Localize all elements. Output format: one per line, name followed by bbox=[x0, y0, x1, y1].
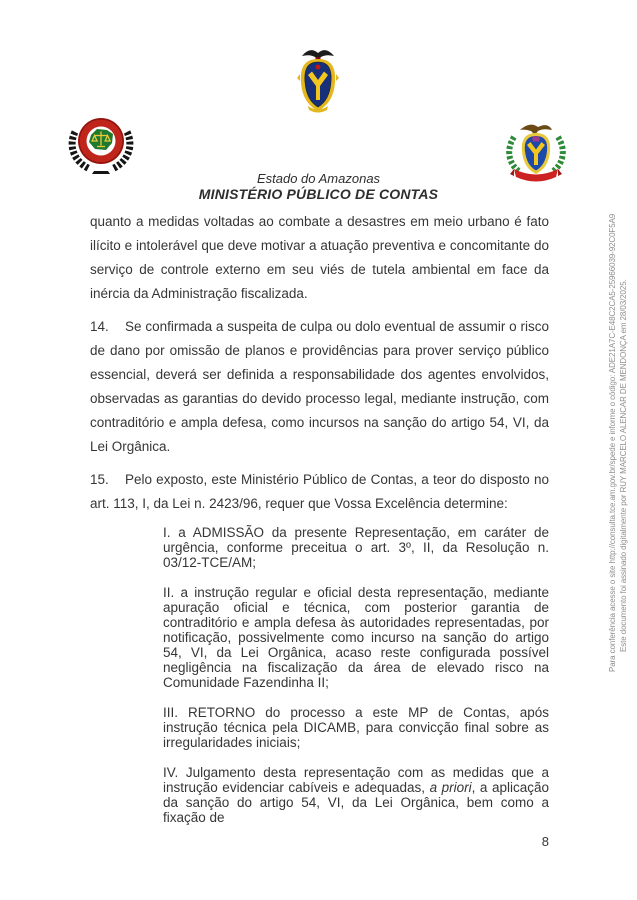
paragraph-text: quanto a medidas voltadas ao combate a desastres em meio urbano é fato ilícito e intolerável que deve motivar a atuação preventiva e concomitante do serviço de controle externo em seu viés de tutela ambiental em face da inércia da Administração fiscalizada. bbox=[90, 214, 549, 301]
request-item-2 bbox=[163, 585, 549, 690]
item-label: IV. bbox=[163, 765, 179, 780]
letterhead-entity-name: MINISTÉRIO PÚBLICO DE CONTAS bbox=[198, 186, 439, 202]
body-paragraph-14 bbox=[90, 315, 549, 459]
item-text: RETORNO do processo a este MP de Contas, após instrução técnica pela DICAMB, para convicção final sobre as irregularidades iniciais; bbox=[163, 705, 549, 750]
request-item-4 bbox=[163, 765, 549, 825]
item-text: Julgamento desta representação com as medidas que a instrução evidenciar cabíveis e adequadas, bbox=[163, 765, 549, 795]
item-text: , a aplicação da sanção do artigo 54, VI, da Lei Orgânica, bem como a fixação de bbox=[163, 780, 549, 825]
request-items-list bbox=[163, 525, 549, 825]
mpc-seal-icon bbox=[66, 114, 136, 174]
item-text: a ADMISSÃO da presente Representação, em caráter de urgência, conforme preceitua o art. 3º, II, da Resolução n. 03/12-TCE/AM; bbox=[163, 525, 549, 570]
item-label: III. bbox=[163, 705, 179, 720]
letterhead bbox=[0, 171, 637, 202]
body-paragraph-continuation bbox=[90, 210, 549, 306]
page-number: 8 bbox=[541, 834, 549, 849]
request-item-3 bbox=[163, 705, 549, 750]
signature-verification-code-line: Para conferência acesse o site http://consulta.tce.am.gov.br/spede e informe o código: ADE21A7C-E48C2CA5-25966039-92C0F5A9 bbox=[608, 213, 617, 672]
item-text: a instrução regular e oficial desta representação, mediante apuração oficial e técnica, com posterior garantia de contraditório e ampla defesa às autoridades representadas, por notificação, possivelmente como incurso na sanção do artigo 54, VI, da Lei Orgânica, acaso reste configurada possível negligência na fiscalização da área de elevado risco na Comunidade Fazendinha II; bbox=[163, 585, 549, 690]
paragraph-text: Se confirmada a suspeita de culpa ou dolo eventual de assumir o risco de dano por omissão de planos e providências para prover serviço público essencial, deverá ser definida a responsabilidade dos agentes envolvidos, observadas as garantias do devido processo legal, mediante instrução, com contraditório e ampla defesa, como incursos na sanção do artigo 54, VI, da Lei Orgânica. bbox=[90, 319, 549, 454]
paragraph-number: 15. bbox=[90, 472, 109, 487]
amazonas-coat-of-arms-icon bbox=[296, 44, 340, 114]
request-item-1 bbox=[163, 525, 549, 570]
item-label: II. bbox=[163, 585, 175, 600]
digital-signature-stamp-line: Este documento foi assinado digitalmente por RUY MARCELO ALENCAR DE MENDONÇA em 28/03/2025. bbox=[619, 279, 628, 652]
document-body bbox=[90, 210, 549, 840]
letterhead-state-name: Estado do Amazonas bbox=[256, 171, 381, 186]
item-label: I. bbox=[163, 525, 171, 540]
body-paragraph-15 bbox=[90, 468, 549, 516]
paragraph-text: Pelo exposto, este Ministério Público de Contas, a teor do disposto no art. 113, I, da Lei n. 2423/96, requer que Vossa Excelência determine: bbox=[90, 472, 549, 511]
paragraph-number: 14. bbox=[90, 319, 109, 334]
item-text-italic: a priori bbox=[429, 780, 472, 795]
